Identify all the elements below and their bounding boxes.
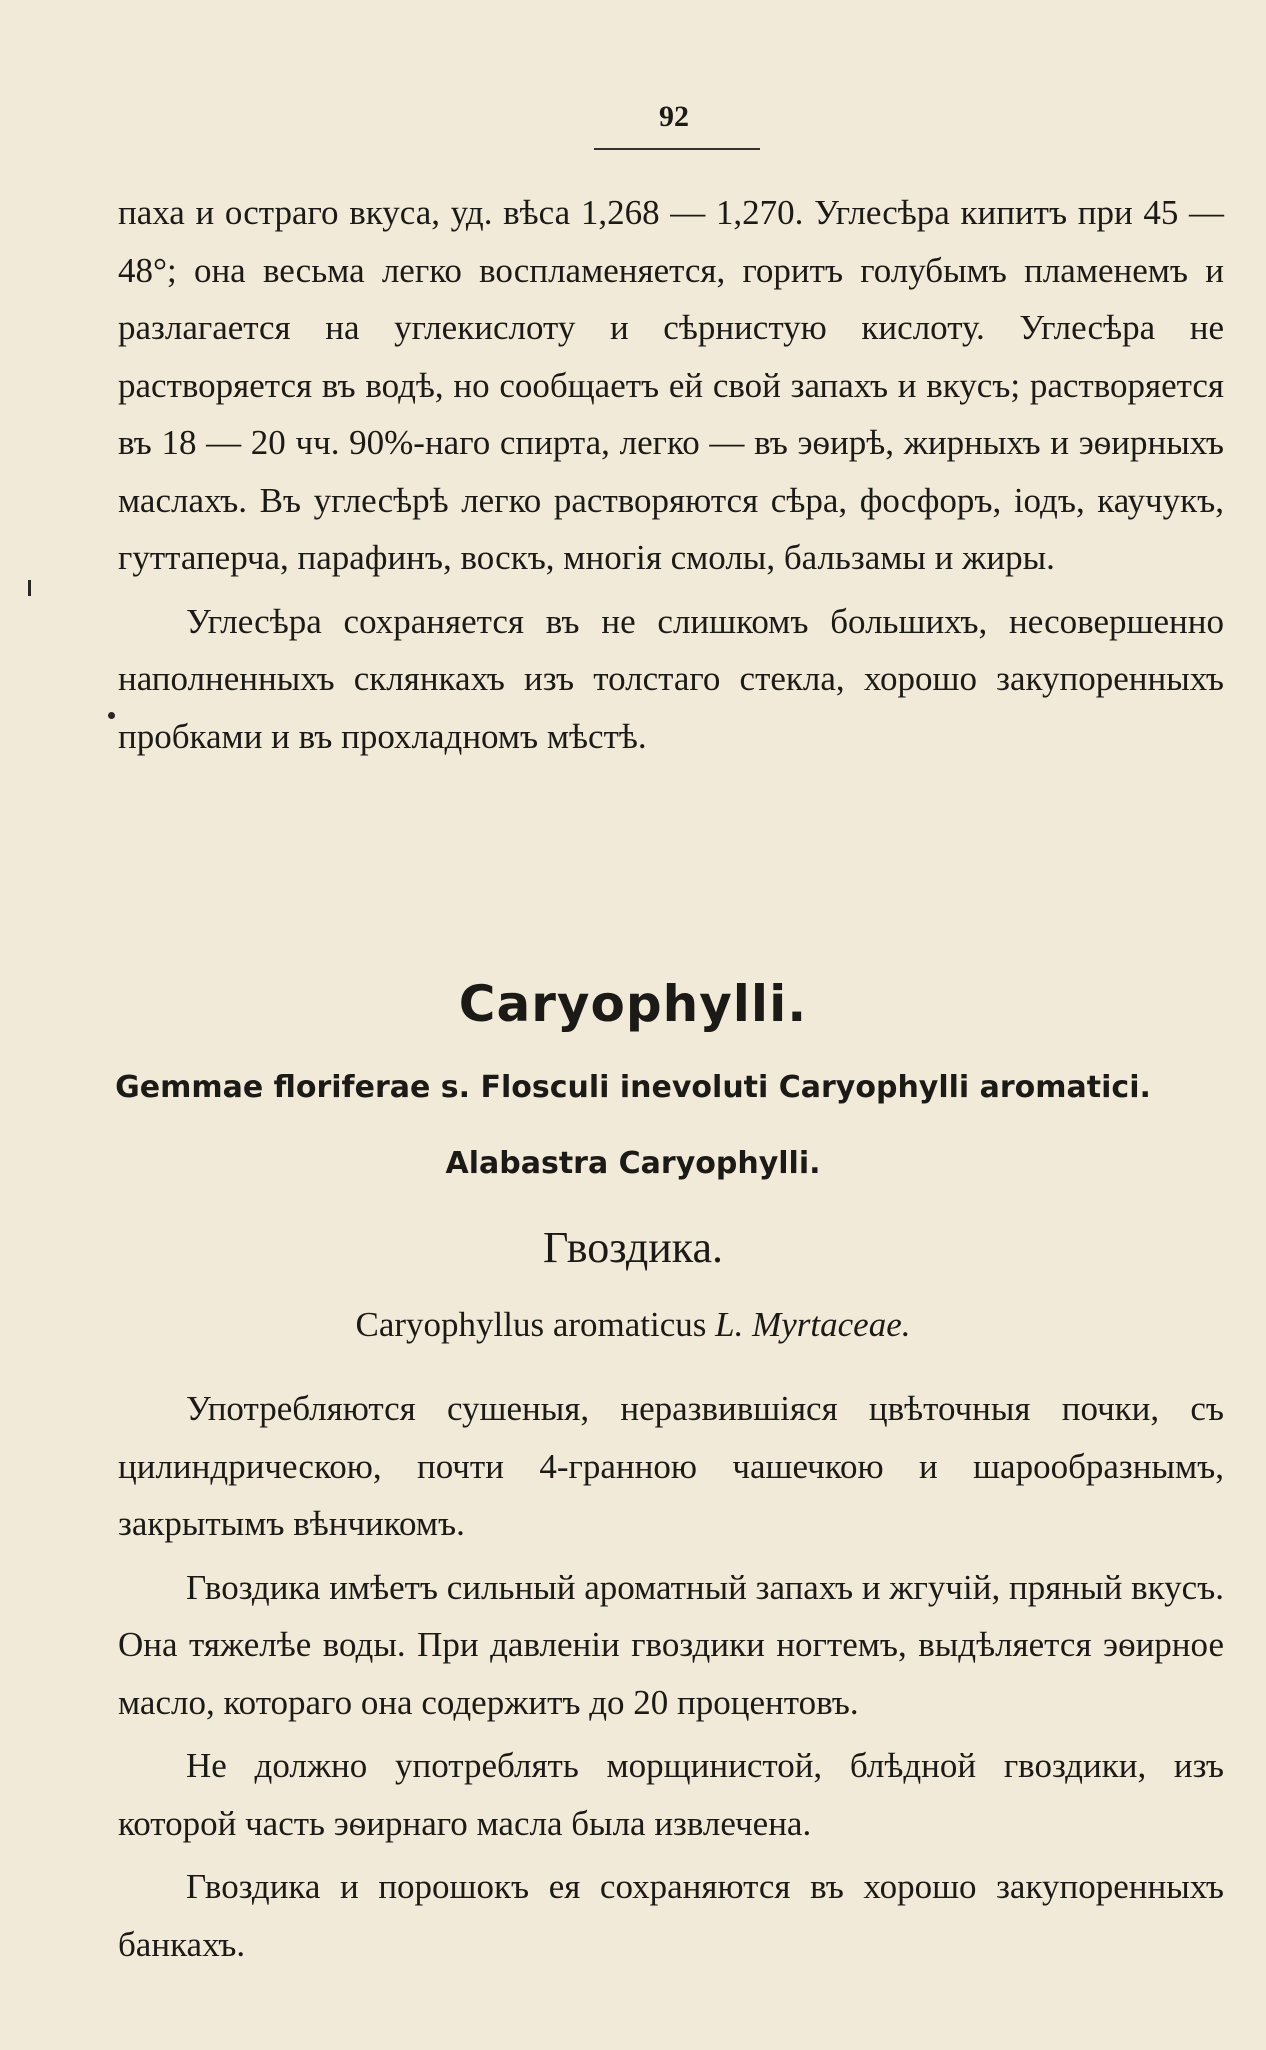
paragraph: Гвоздика имѣетъ сильный ароматный запахъ и жгучiй, пряный вкусъ. Она тяжелѣе воды. При давленiи гвоздики ногтемъ, выдѣляется эѳирное масло, котораго она содержитъ до 20 процентовъ. bbox=[118, 1567, 1224, 1722]
paragraph: Не должно употреблять морщинистой, блѣдной гвоздики, изъ которой часть эѳирнаго масла была извлечена. bbox=[118, 1746, 1224, 1843]
page-number: 92 bbox=[659, 100, 689, 133]
previous-entry bbox=[118, 184, 1224, 765]
species-name: Caryophyllus aromaticus bbox=[355, 1305, 707, 1344]
header-rule bbox=[594, 148, 760, 150]
species-line bbox=[0, 1305, 1266, 1345]
paragraph: паха и остраго вкуса, уд. вѣса 1,268 — 1,270. Углесѣра кипитъ при 45 — 48°; она весьма легко воспламеняется, горитъ голубымъ пламенемъ и разлагается на углекислоту и сѣрнистую кислоту. Углесѣра не растворяется въ водѣ, но сообщаетъ ей свой запахъ и вкусъ; растворяется въ 18 — 20 чч. 90%-наго спирта, легко — въ эѳирѣ, жирныхъ и эѳирныхъ маслахъ. Въ углесѣрѣ легко растворяются сѣра, фосфоръ, iодъ, каучукъ, гуттаперча, парафинъ, воскъ, многiя смолы, бальзамы и жиры. bbox=[118, 193, 1224, 577]
paragraph: Употребляются сушеныя, неразвившiяся цвѣточныя почки, съ цилиндрическою, почти 4-гранною чашечкою и шарообразнымъ, закрытымъ вѣнчикомъ. bbox=[118, 1389, 1224, 1543]
article-title-russian: Гвоздика. bbox=[543, 1223, 723, 1272]
latin-synonyms: Gemmae floriferae s. Flosculi inevoluti Caryophylli aromatici. bbox=[115, 1070, 1151, 1105]
ink-speck bbox=[108, 712, 115, 719]
article-title-latin: Caryophylli. bbox=[458, 975, 808, 1033]
article-body bbox=[118, 1380, 1224, 1973]
latin-synonym-alabastra: Alabastra Caryophylli. bbox=[445, 1146, 821, 1181]
paragraph: Гвоздика и порошокъ ея сохраняются въ хорошо закупоренныхъ банкахъ. bbox=[118, 1867, 1224, 1964]
species-authority: L. Myrtaceae. bbox=[715, 1305, 911, 1344]
paragraph: Углесѣра сохраняется въ не слишкомъ большихъ, несовершенно наполненныхъ склянкахъ изъ толстаго стекла, хорошо закупоренныхъ пробками и въ прохладномъ мѣстѣ. bbox=[118, 601, 1224, 756]
margin-mark bbox=[28, 580, 31, 596]
